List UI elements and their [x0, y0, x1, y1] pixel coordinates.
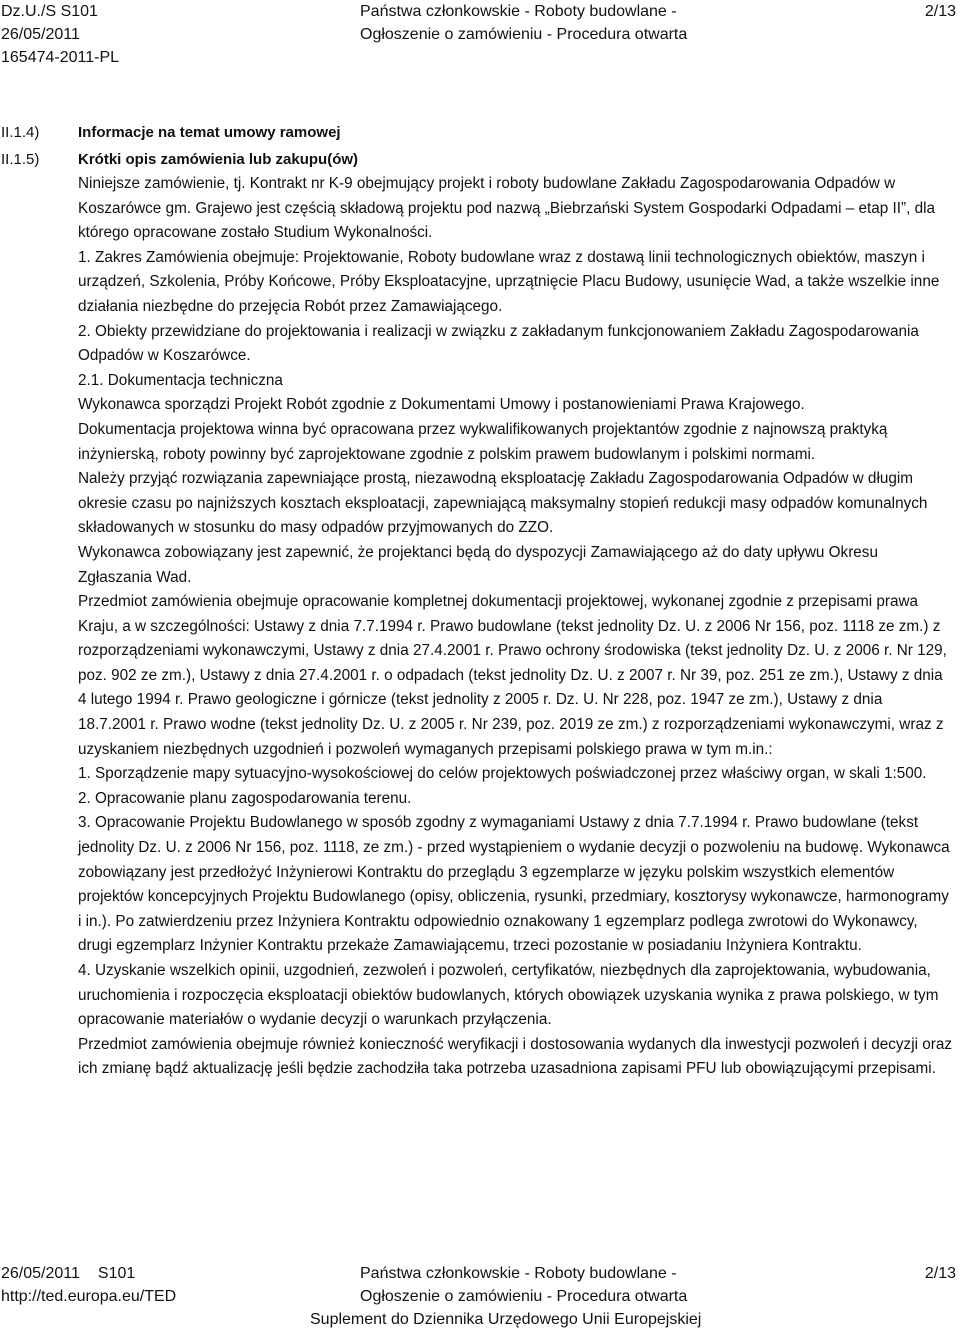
paragraph-scope: 1. Zakres Zamówienia obejmuje: Projektowanie, Roboty budowlane wraz z dostawą linii technologicznych obiektów, maszyn i urządzeń, Szkolenia, Próby Końcowe, Próby Eksploatacyjne, uprzątnięcie Placu Budowy, usunięcie Wad, a także wszelkie inne działania niezbędne do przejęcia Robót przez Zamawiającego. — [78, 248, 940, 315]
section-title: Informacje na temat umowy ramowej — [78, 124, 341, 141]
footer-right — [876, 1262, 956, 1285]
section-short-description — [0, 148, 960, 1082]
footer-page-number: 2/13 — [924, 1265, 956, 1282]
paragraph-intro: Niniejsze zamówienie, tj. Kontrakt nr K-9 obejmujący projekt i roboty budowlane Zakładu Zagospodarowania Odpadów w Koszarówce gm. Grajewo jest częścią składową projektu pod nazwą „Biebrzański System Gospodarki Odpadami – etap II”, dla którego opracowane zostało Studium Wykonalności. — [78, 175, 936, 242]
paragraph-subject-laws: Przedmiot zamówienia obejmuje opracowanie kompletnej dokumentacji projektowej, wykonanej zgodnie z przepisami prawa Kraju, a w szczególności: Ustawy z dnia 7.7.1994 r. Prawo budowlane (tekst jednolity Dz. U. z 2006 Nr 156, poz. 1118 ze zm.) z rozporządzeniami wykonawczymi, Ustawy z dnia 27.4.2001 r. Prawo ochrony środowiska (tekst jednolity Dz. U. z 2006 r. Nr 129, poz. 902 ze zm.), Ustawy z dnia 27.4.2001 r. o odpadach (tekst jednolity Dz. U. z 2007 r. Nr 39, poz. 251 ze zm.), Ustawy z dnia 4 lutego 1994 r. Prawo geologiczne i górnicze (tekst jednolity z 2005 r. Dz. U. Nr 228, poz. 1947 ze zm.), Ustawy z dnia 18.7.2001 r. Prawo wodne (tekst jednolity Dz. U. z 2005 r. Nr 239, poz. 2019 ze zm.) z rozporządzeniami wykonawczymi, wraz z uzyskaniem niezbędnych uzgodnień i pozwoleń wymaganych przepisami polskiego prawa w tym m.in.: — [78, 593, 947, 758]
header-right — [876, 0, 956, 23]
section-number: II.1.5) — [1, 151, 40, 168]
header-title-line-1: Państwa członkowskie - Roboty budowlane - — [360, 3, 677, 20]
page-footer — [0, 1262, 960, 1332]
footer-date-series — [1, 1262, 261, 1285]
section-body — [78, 121, 954, 145]
paragraph-solutions: Należy przyjąć rozwiązania zapewniające prostą, niezawodną eksploatację Zakładu Zagospodarowania Odpadów w długim okresie czasu po najniższych kosztach eksploatacji, zapewniającą maksymalny stopień redukcji masy odpadów komunalnych składowanych w stosunku do masy odpadów przyjmowanych do ZZO. — [78, 470, 928, 537]
section-title: Krótki opis zamówienia lub zakupu(ów) — [78, 151, 359, 168]
footer-middle — [310, 1262, 800, 1331]
footer-left — [1, 1262, 261, 1308]
paragraph-contractor-design: Wykonawca sporządzi Projekt Robót zgodnie z Dokumentami Umowy i postanowieniami Prawa Krajowego. — [78, 396, 805, 414]
paragraph-design-docs: Dokumentacja projektowa winna być opracowana przez wykwalifikowanych projektantów zgodnie z najnowszą praktyką inżynierską, roboty powinny być zaprojektowane zgodnie z polskim prawem budowlanym i polskimi normami. — [78, 420, 888, 463]
footer-title-line-2: Ogłoszenie o zamówieniu - Procedura otwarta — [360, 1288, 688, 1305]
paragraph-tech-docs-heading: 2.1. Dokumentacja techniczna — [78, 371, 283, 389]
footer-title-line-1: Państwa członkowskie - Roboty budowlane - — [360, 1265, 677, 1282]
header-notice-id: 165474-2011-PL — [1, 49, 120, 66]
paragraph-objects: 2. Obiekty przewidziane do projektowania i realizacji w związku z zakładanym funkcjonowaniem Zakładu Zagospodarowania Odpadów w Koszarówce. — [78, 322, 919, 365]
paragraph-item-1-map: 1. Sporządzenie mapy sytuacyjno-wysokościowej do celów projektowych poświadczonej przez właściwy organ, w skali 1:500. — [78, 765, 927, 783]
footer-series: S101 — [97, 1265, 136, 1282]
section-body — [78, 148, 954, 1082]
footer-date: 26/05/2011 — [1, 1265, 80, 1282]
main-content — [0, 121, 960, 1082]
section-framework-agreement — [0, 121, 960, 148]
section-number: II.1.4) — [1, 124, 40, 141]
header-date: 26/05/2011 — [1, 26, 80, 43]
paragraph-item-4-permits: 4. Uzyskanie wszelkich opinii, uzgodnień, zezwoleń i pozwoleń, certyfikatów, niezbędnych dla zaprojektowania, wybudowania, uruchomienia i rozpoczęcia eksploatacji obiektów budowlanych, których obowiązek uzyskania wynika z prawa polskiego, w tym opracowanie materiałów o wydanie decyzji o warunkach przyłączenia. — [78, 962, 939, 1029]
page-header — [0, 0, 960, 70]
header-journal-ref: Dz.U./S S101 — [1, 3, 98, 20]
header-middle — [360, 0, 800, 46]
footer-supplement: Suplement do Dziennika Urzędowego Unii Europejskiej — [310, 1311, 702, 1328]
header-title-line-2: Ogłoszenie o zamówieniu - Procedura otwarta — [360, 26, 688, 43]
paragraph-item-2-plan: 2. Opracowanie planu zagospodarowania terenu. — [78, 789, 412, 807]
paragraph-designers-availability: Wykonawca zobowiązany jest zapewnić, że projektanci będą do dyspozycji Zamawiającego aż do daty upływu Okresu Zgłaszania Wad. — [78, 543, 878, 586]
header-page-number: 2/13 — [924, 3, 956, 20]
footer-url: http://ted.europa.eu/TED — [1, 1288, 177, 1305]
paragraph-verification: Przedmiot zamówienia obejmuje również konieczność weryfikacji i dostosowania wydanych dla inwestycji pozwoleń i decyzji oraz ich zmianę bądź aktualizację jeśli będzie zachodziła taka potrzeba uzasadniona zapisami PFU lub obowiązującymi przepisami. — [78, 1035, 953, 1078]
paragraph-item-3-building-project: 3. Opracowanie Projektu Budowlanego w sposób zgodny z wymaganiami Ustawy z dnia 7.7.1994 r. Prawo budowlane (tekst jednolity Dz. U. z 2006 Nr 156, poz. 1118, ze zm.) - przed wystąpieniem o wydanie decyzji o pozwoleniu na budowę. Wykonawca zobowiązany jest przedłożyć Inżynierowi Kontraktu do przeglądu 3 egzemplarze w języku polskim wszystkich elementów projektów koncepcyjnych Projektu Budowlanego (opisy, obliczenia, rysunki, przedmiary, kosztorysy wykonawcze, harmonogramy i in.). Po zatwierdzeniu przez Inżyniera Kontraktu odpowiednio oznakowany 1 egzemplarz podlega zwrotowi do Wykonawcy, drugi egzemplarz Inżynier Kontraktu przekaże Zamawiającemu, trzeci pozostanie w posiadaniu Inżyniera Kontraktu. — [78, 814, 950, 955]
header-left — [1, 0, 261, 69]
